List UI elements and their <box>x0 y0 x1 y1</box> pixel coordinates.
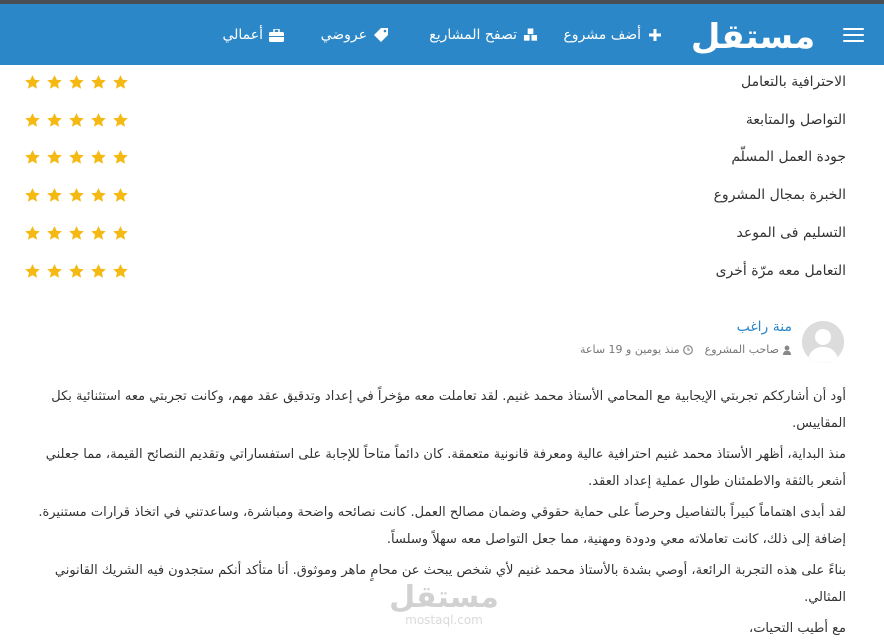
svg-text:مستقل: مستقل <box>389 580 499 615</box>
star-icon <box>112 263 129 280</box>
star-icon <box>46 74 63 91</box>
star-icon <box>68 225 85 242</box>
star-icon <box>90 74 107 91</box>
star-icon <box>90 225 107 242</box>
star-icon <box>46 112 63 129</box>
cubes-icon <box>523 28 538 43</box>
rating-label: التعامل معه مرّة أخرى <box>715 263 846 279</box>
avatar[interactable] <box>802 321 844 363</box>
user-icon <box>782 345 792 355</box>
star-icon <box>68 187 85 204</box>
plus-icon <box>647 28 662 43</box>
star-icon <box>68 263 85 280</box>
brand-logo[interactable] <box>691 13 815 58</box>
review-time-text: منذ يومين و 19 ساعة <box>580 343 680 356</box>
star-icon <box>90 112 107 129</box>
reviewer-name-link[interactable]: منة راغب <box>736 319 792 335</box>
nav-browse-projects-label: تصفح المشاريع <box>429 27 517 43</box>
star-rating <box>24 149 129 166</box>
watermark-domain: mostaql.com <box>405 613 483 627</box>
review-paragraph: لقد أبدى اهتماماً كبيراً بالتفاصيل وحرصاً على حماية حقوقي وضمان مصالح العمل. كانت نصائحه واضحة ومباشرة، وساعدتني في اتخاذ قرارات مستنيرة. إضافة إلى ذلك، كانت تعاملاته معي ودودة ومهنية، مما جعل التواصل معه سهلاً وسلساً. <box>38 505 846 547</box>
star-icon <box>24 74 41 91</box>
star-rating <box>24 74 129 91</box>
review-meta <box>580 343 792 356</box>
star-icon <box>112 149 129 166</box>
star-icon <box>112 74 129 91</box>
rating-label: التواصل والمتابعة <box>745 112 846 128</box>
review-time <box>580 343 693 356</box>
review-paragraph: مع أطيب التحيات، <box>749 621 846 636</box>
tag-icon <box>373 28 388 43</box>
nav-my-works-label: أعمالي <box>222 27 263 43</box>
hamburger-icon[interactable] <box>843 27 864 43</box>
star-icon <box>46 263 63 280</box>
star-icon <box>24 225 41 242</box>
star-icon <box>68 74 85 91</box>
star-icon <box>112 112 129 129</box>
review-paragraph: أود أن أشارككم تجربتي الإيجابية مع المحامي الأستاذ محمد غنيم. لقد تعاملت معه مؤخراً في إعداد وتدقيق عقد مهم، وكانت تجربتي معه استثنائية بكل المقاييس. <box>51 389 846 431</box>
reviewer-role <box>705 343 792 356</box>
rating-label: الخبرة بمجال المشروع <box>713 187 846 203</box>
star-icon <box>24 263 41 280</box>
star-icon <box>90 187 107 204</box>
rating-label: جودة العمل المسلّم <box>731 149 846 165</box>
svg-text:مستقل: مستقل <box>691 17 815 57</box>
nav-browse-projects[interactable] <box>429 23 538 47</box>
rating-row-communication <box>24 110 846 136</box>
star-icon <box>24 112 41 129</box>
reviewer-role-text: صاحب المشروع <box>704 343 779 356</box>
star-rating <box>24 225 129 242</box>
star-icon <box>24 187 41 204</box>
nav-my-offers[interactable] <box>321 23 388 47</box>
nav-add-project-label: أضف مشروع <box>563 27 641 43</box>
rating-row-professionalism <box>24 72 846 98</box>
briefcase-icon <box>269 28 284 43</box>
navbar <box>0 4 884 65</box>
star-icon <box>46 225 63 242</box>
star-rating <box>24 263 129 280</box>
review-paragraph: بناءً على هذه التجربة الرائعة، أوصي بشدة بالأستاذ محمد غنيم لأي شخص يبحث عن محامٍ ماهر وموثوق. أنا متأكد أنكم ستجدون فيه الشريك القانوني المثالي. <box>54 563 846 605</box>
nav-my-works[interactable] <box>222 23 284 47</box>
rating-label: التسليم فى الموعد <box>736 225 846 241</box>
star-icon <box>112 187 129 204</box>
rating-row-expertise <box>24 185 846 211</box>
star-icon <box>24 149 41 166</box>
star-icon <box>46 149 63 166</box>
nav-my-offers-label: عروضي <box>320 27 367 43</box>
star-icon <box>90 263 107 280</box>
star-icon <box>90 149 107 166</box>
rating-label: الاحترافية بالتعامل <box>740 74 846 90</box>
user-avatar-icon <box>802 321 844 363</box>
review-body <box>36 383 846 643</box>
rating-row-rehire <box>24 261 846 287</box>
star-icon <box>68 149 85 166</box>
nav-add-project[interactable] <box>563 23 662 47</box>
star-rating <box>24 187 129 204</box>
rating-row-quality <box>24 147 846 173</box>
review-paragraph: منذ البداية، أظهر الأستاذ محمد غنيم احترافية عالية ومعرفة قانونية متعمقة. كان دائماً متاحاً للإجابة على استفساراتي وتقديم النصائح القيمة، مما جعلني أشعر بالثقة والاطمئنان طوال عملية إعداد العقد. <box>45 447 846 489</box>
star-icon <box>46 187 63 204</box>
star-rating <box>24 112 129 129</box>
clock-icon <box>683 345 693 355</box>
star-icon <box>112 225 129 242</box>
rating-row-on-time <box>24 223 846 249</box>
star-icon <box>68 112 85 129</box>
